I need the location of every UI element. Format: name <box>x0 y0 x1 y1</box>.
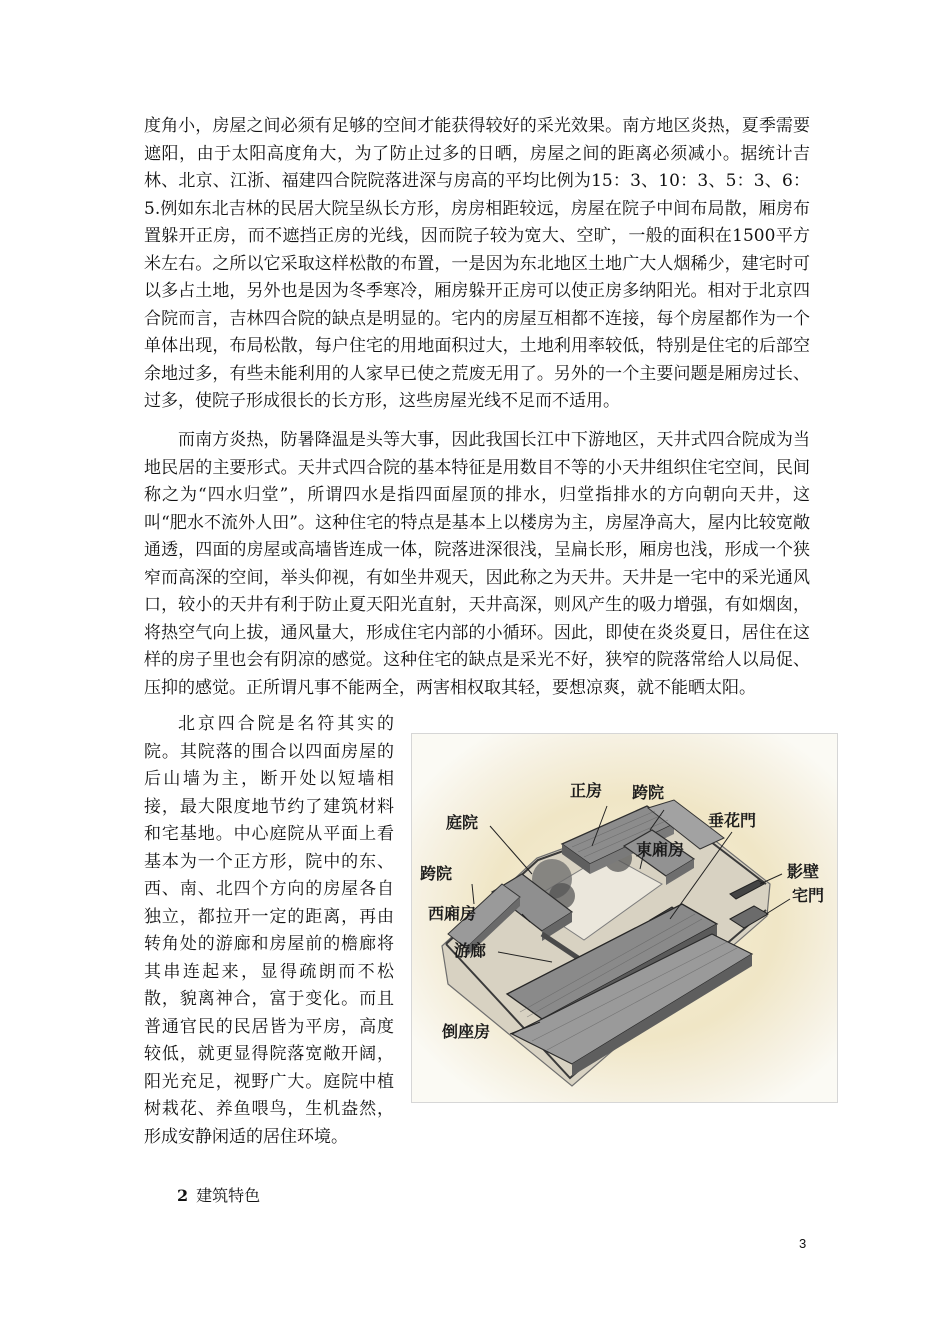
section-heading <box>177 1186 260 1206</box>
label-yingbi: 影壁 <box>787 862 820 881</box>
section-title: 建筑特色 <box>196 1186 261 1205</box>
body-paragraph: 北京四合院是名符其实的院。其院落的围合以四面房屋的后山墙为主，断开处以短墙相接，最大限度地节约了建筑材料和宅基地。中心庭院从平面上看基本为一个正方形，院中的东、西、南、北四个方向的房屋各自独立，都拉开一定的距离，再由转角处的游廊和房屋前的檐廊将其串连起来，显得疏朗而不松散，貌离神合，富于变化。而且普通官民的民居皆为平房，高度较低，就更显得院落宽敞开阔，阳光充足，视野广大。庭院中植树栽花、养鱼喂鸟，生机盎然，形成安静闲适的居住环境。 <box>144 714 394 1147</box>
section-number: 2 <box>177 1186 189 1205</box>
page-number: 3 <box>799 1236 807 1251</box>
body-paragraph: 而南方炎热，防暑降温是头等大事，因此我国长江中下游地区，天井式四合院成为当地民居的主要形式。天井式四合院的基本特征是用数目不等的小天井组织住宅空间，民间称之为“四水归堂”，所谓四水是指四面屋顶的排水，归堂指排水的方向朝向天井，这叫“肥水不流外人田”。这种住宅的特点是基本上以楼房为主，房屋净高大，屋内比较宽敞通透，四面的房屋或高墙皆连成一体，院落进深很浅，呈扁长形，厢房也浅，形成一个狭窄而高深的空间，举头仰视，有如坐井观天，因此称之为天井。天井是一宅中的采光通风口，较小的天井有利于防止夏天阳光直射，天井高深，则风产生的吸力增强，有如烟囱，将热空气向上拔，通风量大，形成住宅内部的小循环。因此，即使在炎炎夏日，居住在这样的房子里也会有阴凉的感觉。这种住宅的缺点是采光不好，狭窄的院落常给人以局促、压抑的感觉。正所谓凡事不能两全，两害相权取其轻，要想凉爽，就不能晒太阳。 <box>144 430 810 698</box>
label-youlang: 游廊 <box>454 941 487 960</box>
label-chuihuamen: 垂花門 <box>708 811 757 830</box>
siheyuan-illustration <box>411 733 838 1103</box>
label-tingyuan: 庭院 <box>446 813 479 832</box>
body-paragraph: 度角小，房屋之间必须有足够的空间才能获得较好的采光效果。南方地区炎热，夏季需要遮阳，由于太阳高度角大，为了防止过多的日晒，房屋之间的距离必须减小。据统计吉林、北京、江浙、福建四合院院落进深与房高的平均比例为15：3、10：3、5：3、6：5.例如东北吉林的民居大院呈纵长方形，房房相距较远，房屋在院子中间布局散，厢房布置躲开正房，而不遮挡正房的光线，因而院子较为宽大、空旷，一般的面积在1500平方米左右。之所以它采取这样松散的布置，一是因为东北地区土地广大人烟稀少，建宅时可以多占土地，另外也是因为冬季寒冷，厢房躲开正房可以使正房多纳阳光。相对于北京四合院而言，吉林四合院的缺点是明显的。宅内的房屋互相都不连接，每个房屋都作为一个单体出现，布局松散，每户住宅的用地面积过大，土地利用率较低，特别是住宅的后部空余地过多，有些未能利用的人家早已使之荒废无用了。另外的一个主要问题是厢房过长、过多，使院子形成很长的长方形，这些房屋光线不足而不适用。 <box>144 116 810 411</box>
label-dongxiangfang: 東廂房 <box>636 840 685 859</box>
siheyuan-drawing <box>412 734 837 1102</box>
label-kuayuan-top: 跨院 <box>632 783 665 802</box>
label-xixiangfang: 西廂房 <box>428 904 477 923</box>
label-zhaimen: 宅門 <box>792 886 825 905</box>
label-daozuofang: 倒座房 <box>442 1022 491 1041</box>
label-zhengfang: 正房 <box>570 781 603 800</box>
label-kuayuan-left: 跨院 <box>420 864 453 883</box>
